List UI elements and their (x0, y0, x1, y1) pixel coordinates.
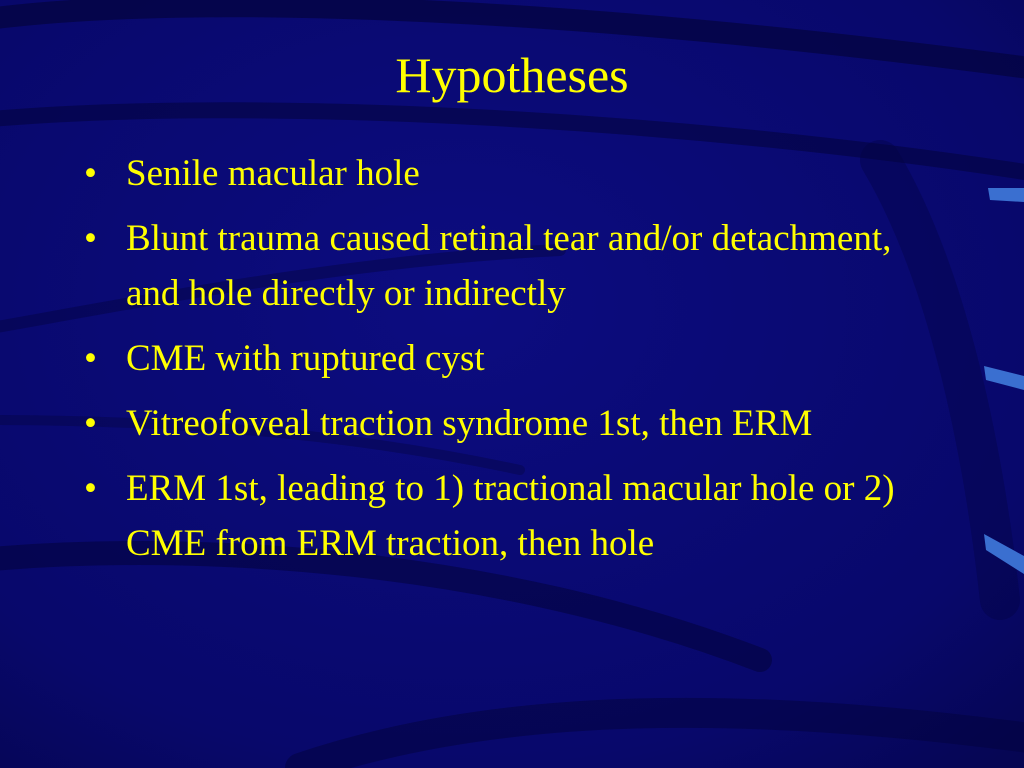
bullet-text: Vitreofoveal traction syndrome 1st, then ERM (126, 403, 813, 444)
bullet-list (84, 146, 904, 581)
bullet-text: Blunt trauma caused retinal tear and/or detachment, and hole directly or indirectly (126, 218, 892, 314)
slide-title: Hypotheses (395, 47, 629, 103)
bullet-dot: • (84, 403, 97, 444)
bullet-dot: • (84, 153, 97, 194)
bullet-item (84, 331, 904, 386)
bullet-item (84, 396, 904, 451)
bullet-item (84, 211, 904, 321)
bullet-text: CME with ruptured cyst (126, 338, 485, 379)
bullet-dot: • (84, 218, 97, 259)
bullet-text: ERM 1st, leading to 1) tractional macular hole or 2) CME from ERM traction, then hole (126, 468, 895, 564)
bullet-dot: • (84, 338, 97, 379)
bullet-dot: • (84, 468, 97, 509)
bullet-text: Senile macular hole (126, 153, 420, 194)
bullet-item (84, 461, 904, 571)
accent-mark-1 (988, 188, 1024, 202)
bullet-item (84, 146, 904, 201)
